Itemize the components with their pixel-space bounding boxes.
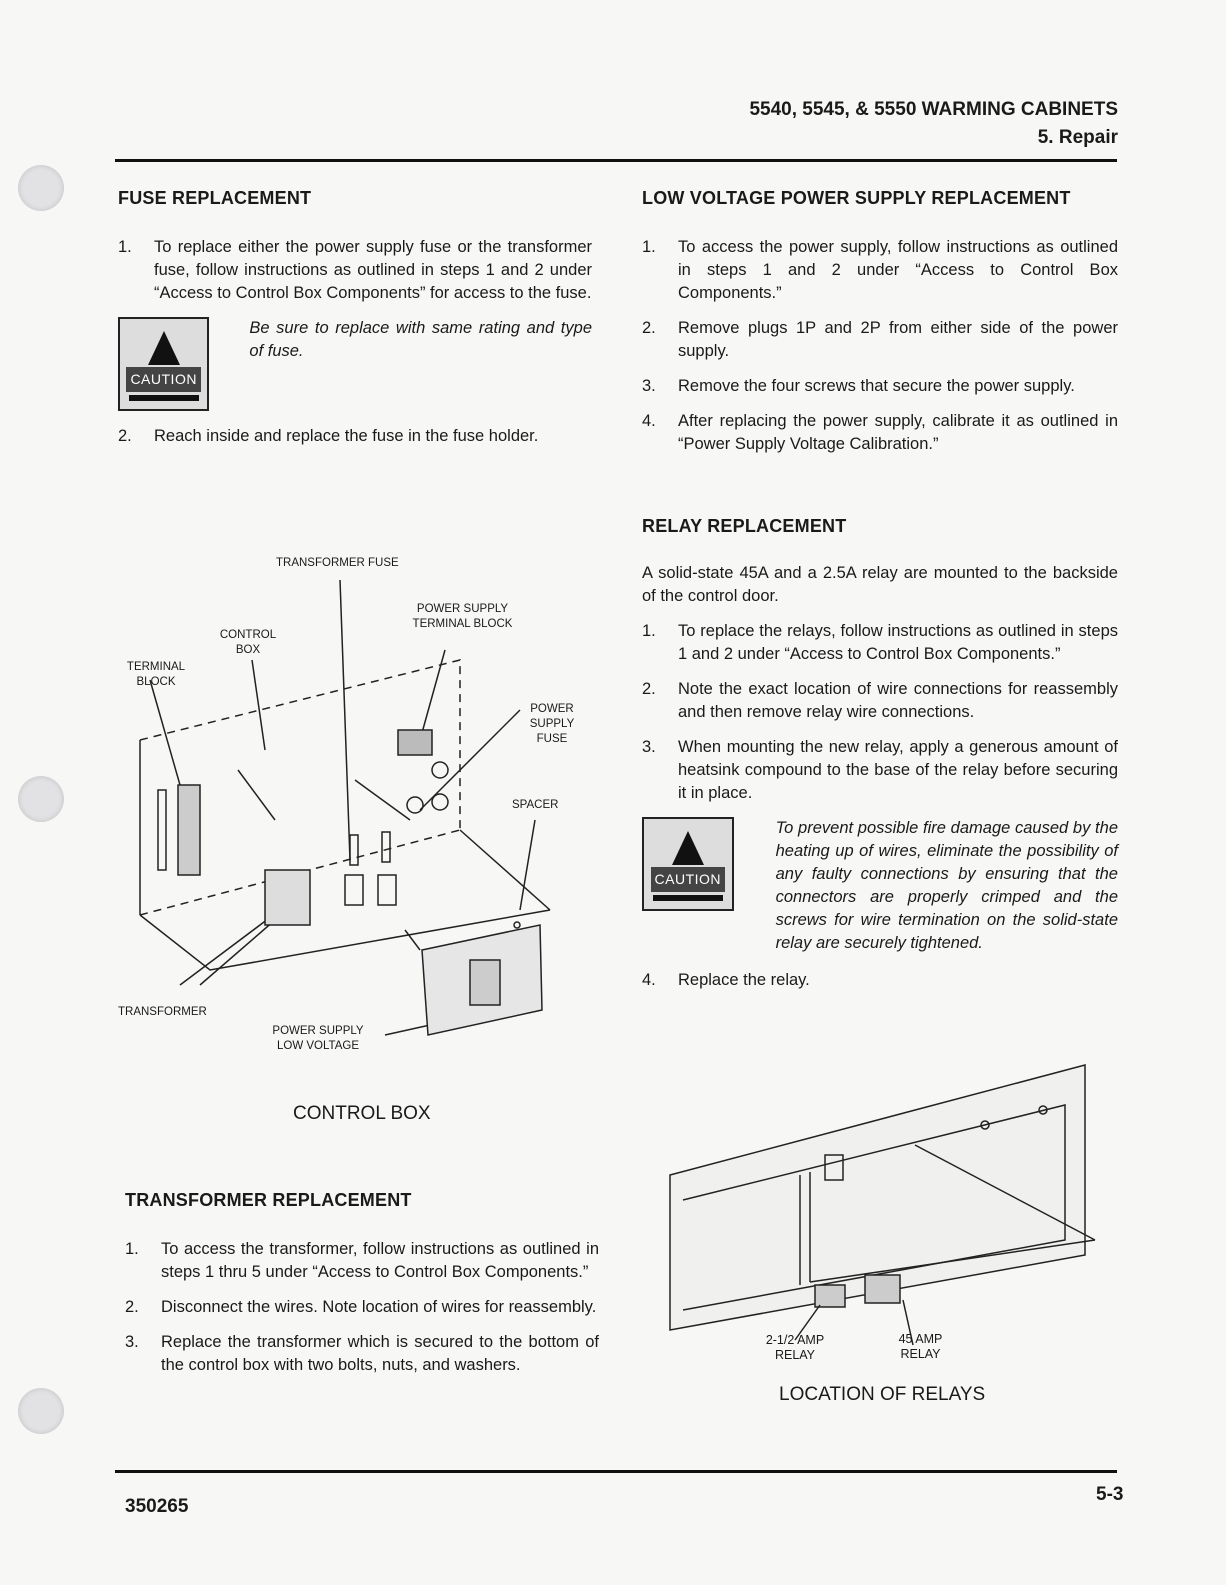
step-text: Disconnect the wires. Note location of wires for reassembly. bbox=[161, 1298, 597, 1316]
caution-text: Be sure to replace with same rating and type of fuse. bbox=[249, 319, 592, 360]
step-text: Remove the four screws that secure the power supply. bbox=[678, 377, 1075, 395]
step-text: Note the exact location of wire connections for reassembly and then remove relay wire connections. bbox=[678, 680, 1118, 721]
caution-icon bbox=[642, 817, 734, 911]
step-number: 1. bbox=[118, 238, 132, 256]
step-text: To replace either the power supply fuse or the transformer fuse, follow instructions as outlined in steps 1 and 2 under “Access to Control Box Components” for access to the fuse. bbox=[154, 238, 592, 302]
step-number: 3. bbox=[642, 738, 656, 756]
relay-replacement-section bbox=[642, 562, 1118, 1004]
caution-note bbox=[642, 817, 1118, 955]
list-item bbox=[642, 317, 1118, 363]
step-text: When mounting the new relay, apply a generous amount of heatsink compound to the base of the relay before securing it in place. bbox=[678, 738, 1118, 802]
step-number: 1. bbox=[642, 238, 656, 256]
step-number: 4. bbox=[642, 412, 656, 430]
label-power-supply-fuse: POWER SUPPLY FUSE bbox=[529, 703, 575, 745]
list-item bbox=[125, 1296, 599, 1319]
relay-location-diagram bbox=[665, 1060, 1110, 1350]
step-text: Reach inside and replace the fuse in the fuse holder. bbox=[154, 427, 539, 445]
label-power-supply-low-voltage: POWER SUPPLY LOW VOLTAGE bbox=[272, 1025, 364, 1052]
caution-label: CAUTION bbox=[651, 867, 726, 892]
document-number: 350265 bbox=[125, 1496, 189, 1517]
step-number: 2. bbox=[642, 319, 656, 337]
list-item bbox=[642, 375, 1118, 398]
step-text: To access the power supply, follow instructions as outlined in steps 1 and 2 under “Access to Control Box Components.” bbox=[678, 238, 1118, 302]
list-item bbox=[125, 1238, 599, 1284]
step-number: 2. bbox=[125, 1298, 139, 1316]
caution-note bbox=[118, 317, 592, 411]
fuse-replacement-section bbox=[118, 236, 592, 460]
header-rule bbox=[115, 159, 1117, 162]
list-item bbox=[642, 736, 1118, 805]
footer-rule bbox=[115, 1470, 1117, 1473]
list-item bbox=[118, 236, 592, 305]
list-item bbox=[642, 678, 1118, 724]
running-header bbox=[749, 96, 1118, 152]
caution-label: CAUTION bbox=[126, 367, 201, 392]
relay-replacement-heading: RELAY REPLACEMENT bbox=[642, 516, 847, 536]
binder-hole bbox=[18, 165, 64, 211]
transformer-replacement-section bbox=[125, 1238, 599, 1389]
step-text: After replacing the power supply, calibrate it as outlined in “Power Supply Voltage Calibration.” bbox=[678, 412, 1118, 453]
binder-hole bbox=[18, 776, 64, 822]
step-text: To access the transformer, follow instructions as outlined in steps 1 thru 5 under “Access to Control Box Components.” bbox=[161, 1240, 599, 1281]
list-item bbox=[642, 236, 1118, 305]
page-number: 5-3 bbox=[1096, 1484, 1124, 1505]
list-item bbox=[642, 620, 1118, 666]
label-power-supply-terminal-block: POWER SUPPLY TERMINAL BLOCK bbox=[412, 603, 513, 630]
caution-text: To prevent possible fire damage caused by the heating up of wires, eliminate the possibility of any faulty connections by ensuring that the connectors are properly crimped and the screws for wire termination on the solid-state relay are securely tightened. bbox=[775, 819, 1118, 952]
label-45-amp-relay: 45 AMP RELAY bbox=[898, 1332, 943, 1361]
step-number: 2. bbox=[118, 427, 132, 445]
label-spacer: SPACER bbox=[512, 799, 559, 811]
step-number: 3. bbox=[642, 377, 656, 395]
step-number: 1. bbox=[125, 1240, 139, 1258]
list-item bbox=[125, 1331, 599, 1377]
step-text: Replace the transformer which is secured to the bottom of the control box with two bolts, nuts, and washers. bbox=[161, 1333, 599, 1374]
step-number: 4. bbox=[642, 971, 656, 989]
step-number: 3. bbox=[125, 1333, 139, 1351]
low-voltage-replacement-section bbox=[642, 236, 1118, 468]
list-item bbox=[642, 410, 1118, 456]
low-voltage-replacement-heading: LOW VOLTAGE POWER SUPPLY REPLACEMENT bbox=[642, 188, 1071, 208]
label-transformer: TRANSFORMER bbox=[118, 1006, 207, 1018]
fuse-replacement-heading: FUSE REPLACEMENT bbox=[118, 188, 312, 208]
step-number: 2. bbox=[642, 680, 656, 698]
step-text: Remove plugs 1P and 2P from either side of the power supply. bbox=[678, 319, 1118, 360]
relay-intro: A solid-state 45A and a 2.5A relay are mounted to the backside of the control door. bbox=[642, 564, 1118, 605]
section-title: 5. Repair bbox=[1037, 127, 1118, 148]
label-2-1-2-amp-relay: 2-1/2 AMP RELAY bbox=[765, 1333, 825, 1362]
figure-caption: CONTROL BOX bbox=[293, 1103, 431, 1124]
list-item bbox=[642, 969, 1118, 992]
label-terminal-block: TERMINAL BLOCK bbox=[126, 661, 186, 688]
label-transformer-fuse: TRANSFORMER FUSE bbox=[276, 557, 399, 569]
list-item bbox=[118, 425, 592, 448]
step-number: 1. bbox=[642, 622, 656, 640]
step-text: To replace the relays, follow instructions as outlined in steps 1 and 2 under “Access to Control Box Components.” bbox=[678, 622, 1118, 663]
label-control-box: CONTROL BOX bbox=[219, 629, 277, 656]
figure-caption: LOCATION OF RELAYS bbox=[779, 1384, 986, 1405]
binder-hole bbox=[18, 1388, 64, 1434]
step-text: Replace the relay. bbox=[678, 971, 810, 989]
transformer-replacement-heading: TRANSFORMER REPLACEMENT bbox=[125, 1190, 412, 1210]
document-title: 5540, 5545, & 5550 WARMING CABINETS bbox=[749, 99, 1118, 120]
caution-icon bbox=[118, 317, 209, 411]
